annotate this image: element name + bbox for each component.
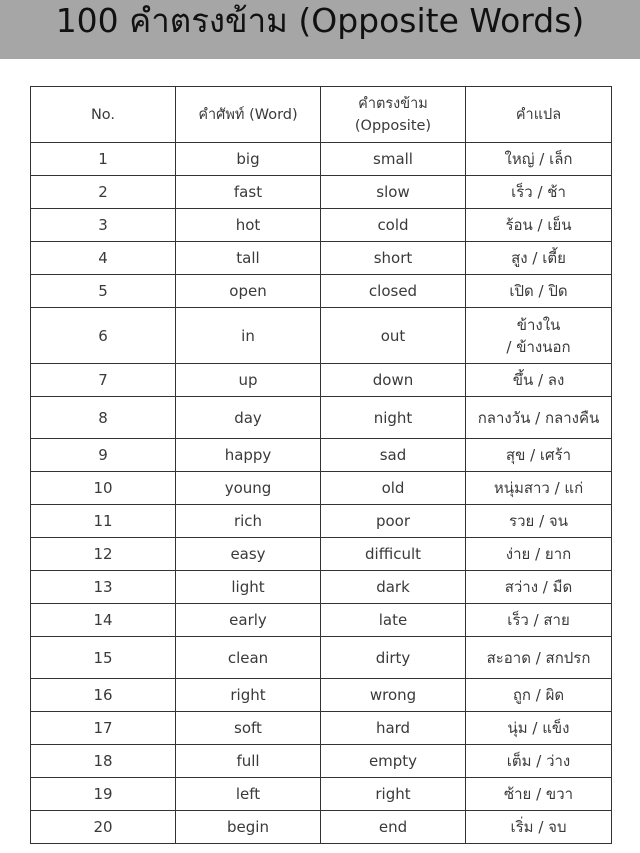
cell-word: early bbox=[176, 604, 321, 637]
cell-word: hot bbox=[176, 209, 321, 242]
cell-meaning: เร็ว / สาย bbox=[466, 604, 612, 637]
table-row bbox=[31, 308, 612, 364]
table-row bbox=[31, 505, 612, 538]
table-row bbox=[31, 209, 612, 242]
table-row bbox=[31, 604, 612, 637]
cell-no: 6 bbox=[31, 308, 176, 364]
cell-no: 11 bbox=[31, 505, 176, 538]
cell-word: clean bbox=[176, 637, 321, 679]
cell-meaning: สว่าง / มืด bbox=[466, 571, 612, 604]
cell-no: 5 bbox=[31, 275, 176, 308]
cell-word: in bbox=[176, 308, 321, 364]
cell-no: 14 bbox=[31, 604, 176, 637]
cell-meaning: เริ่ม / จบ bbox=[466, 811, 612, 844]
opposite-words-table bbox=[30, 86, 612, 844]
cell-no: 16 bbox=[31, 679, 176, 712]
cell-no: 1 bbox=[31, 143, 176, 176]
cell-word: soft bbox=[176, 712, 321, 745]
cell-word: big bbox=[176, 143, 321, 176]
cell-meaning-line2: / ข้างนอก bbox=[506, 337, 571, 356]
cell-no: 9 bbox=[31, 439, 176, 472]
table-row bbox=[31, 712, 612, 745]
table-row bbox=[31, 637, 612, 679]
cell-meaning bbox=[466, 308, 612, 364]
cell-no: 15 bbox=[31, 637, 176, 679]
header-meaning: คำแปล bbox=[466, 87, 612, 143]
table-row bbox=[31, 364, 612, 397]
header-no: No. bbox=[31, 87, 176, 143]
table-row bbox=[31, 472, 612, 505]
cell-meaning: หนุ่มสาว / แก่ bbox=[466, 472, 612, 505]
cell-opposite: dark bbox=[321, 571, 466, 604]
cell-opposite: closed bbox=[321, 275, 466, 308]
cell-no: 19 bbox=[31, 778, 176, 811]
table-row bbox=[31, 679, 612, 712]
cell-opposite: difficult bbox=[321, 538, 466, 571]
cell-word: open bbox=[176, 275, 321, 308]
cell-no: 3 bbox=[31, 209, 176, 242]
cell-opposite: late bbox=[321, 604, 466, 637]
cell-meaning: ใหญ่ / เล็ก bbox=[466, 143, 612, 176]
cell-no: 7 bbox=[31, 364, 176, 397]
cell-word: left bbox=[176, 778, 321, 811]
title-bar bbox=[0, 0, 640, 59]
header-word: คำศัพท์ (Word) bbox=[176, 87, 321, 143]
cell-no: 13 bbox=[31, 571, 176, 604]
cell-opposite: hard bbox=[321, 712, 466, 745]
cell-opposite: night bbox=[321, 397, 466, 439]
table-header-row bbox=[31, 87, 612, 143]
page-title: 100 คำตรงข้าม (Opposite Words) bbox=[55, 1, 585, 40]
cell-meaning: เต็ม / ว่าง bbox=[466, 745, 612, 778]
table-row bbox=[31, 778, 612, 811]
cell-word: begin bbox=[176, 811, 321, 844]
cell-meaning: กลางวัน / กลางคืน bbox=[466, 397, 612, 439]
cell-no: 2 bbox=[31, 176, 176, 209]
cell-opposite: short bbox=[321, 242, 466, 275]
cell-opposite: slow bbox=[321, 176, 466, 209]
cell-opposite: right bbox=[321, 778, 466, 811]
cell-meaning: ร้อน / เย็น bbox=[466, 209, 612, 242]
cell-opposite: poor bbox=[321, 505, 466, 538]
cell-opposite: sad bbox=[321, 439, 466, 472]
table-row bbox=[31, 439, 612, 472]
cell-opposite: down bbox=[321, 364, 466, 397]
table-row bbox=[31, 538, 612, 571]
cell-word: tall bbox=[176, 242, 321, 275]
header-opposite-line2: (Opposite) bbox=[354, 117, 432, 134]
cell-opposite: out bbox=[321, 308, 466, 364]
cell-meaning: ง่าย / ยาก bbox=[466, 538, 612, 571]
cell-word: happy bbox=[176, 439, 321, 472]
cell-opposite: empty bbox=[321, 745, 466, 778]
table-row bbox=[31, 745, 612, 778]
cell-no: 20 bbox=[31, 811, 176, 844]
cell-opposite: dirty bbox=[321, 637, 466, 679]
cell-meaning: นุ่ม / แข็ง bbox=[466, 712, 612, 745]
cell-no: 18 bbox=[31, 745, 176, 778]
table-row bbox=[31, 571, 612, 604]
cell-word: up bbox=[176, 364, 321, 397]
table-row bbox=[31, 176, 612, 209]
cell-opposite: end bbox=[321, 811, 466, 844]
cell-word: young bbox=[176, 472, 321, 505]
cell-word: rich bbox=[176, 505, 321, 538]
cell-meaning: เปิด / ปิด bbox=[466, 275, 612, 308]
cell-opposite: small bbox=[321, 143, 466, 176]
cell-meaning: ถูก / ผิด bbox=[466, 679, 612, 712]
cell-word: light bbox=[176, 571, 321, 604]
table-row bbox=[31, 275, 612, 308]
cell-meaning: ขึ้น / ลง bbox=[466, 364, 612, 397]
table-row bbox=[31, 811, 612, 844]
cell-opposite: wrong bbox=[321, 679, 466, 712]
cell-word: easy bbox=[176, 538, 321, 571]
cell-word: day bbox=[176, 397, 321, 439]
cell-no: 17 bbox=[31, 712, 176, 745]
cell-meaning: รวย / จน bbox=[466, 505, 612, 538]
cell-word: full bbox=[176, 745, 321, 778]
cell-meaning: สะอาด / สกปรก bbox=[466, 637, 612, 679]
cell-opposite: cold bbox=[321, 209, 466, 242]
cell-meaning: สูง / เตี้ย bbox=[466, 242, 612, 275]
cell-meaning: ซ้าย / ขวา bbox=[466, 778, 612, 811]
cell-word: fast bbox=[176, 176, 321, 209]
cell-meaning: เร็ว / ช้า bbox=[466, 176, 612, 209]
cell-opposite: old bbox=[321, 472, 466, 505]
cell-no: 12 bbox=[31, 538, 176, 571]
table-row bbox=[31, 143, 612, 176]
table-row bbox=[31, 397, 612, 439]
cell-meaning: สุข / เศร้า bbox=[466, 439, 612, 472]
table-row bbox=[31, 242, 612, 275]
header-opposite-line1: คำตรงข้าม bbox=[358, 95, 428, 112]
cell-word: right bbox=[176, 679, 321, 712]
header-opposite bbox=[321, 87, 466, 143]
cell-no: 4 bbox=[31, 242, 176, 275]
cell-no: 8 bbox=[31, 397, 176, 439]
cell-no: 10 bbox=[31, 472, 176, 505]
cell-meaning-line1: ข้างใน bbox=[516, 315, 561, 334]
